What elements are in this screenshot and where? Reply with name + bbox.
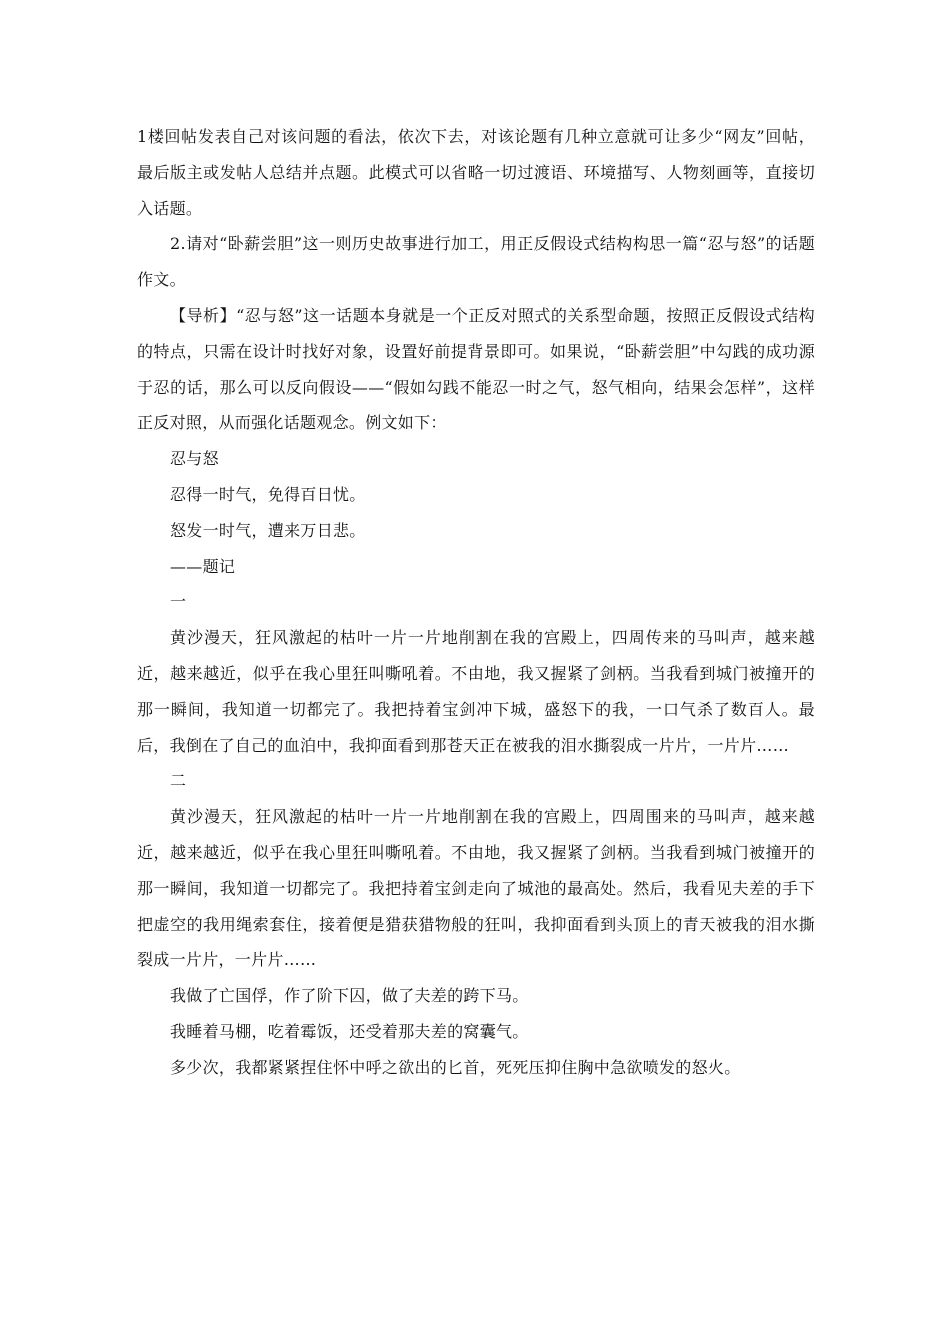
section-2-body: 黄沙漫天，狂风激起的枯叶一片一片地削割在我的宫殿上，四周围来的马叫声，越来越近，越来越近，似乎在我心里狂叫嘶吼着。不由地，我又握紧了剑柄。当我看到城门被撞开的那一瞬间，我知道一切都完了。我把持着宝剑走向了城池的最高处。然后，我看见夫差的手下把虚空的我用绳索套住，接着便是猎获猎物般的狂叫，我抑面看到头顶上的青天被我的泪水撕裂成一片片，一片片…… — [137, 807, 815, 970]
section-heading-2: 二 — [170, 771, 187, 791]
section-1-body: 黄沙漫天，狂风激起的枯叶一片一片地削割在我的宫殿上，四周传来的马叫声，越来越近，越来越近，似乎在我心里狂叫嘶吼着。不由地，我又握紧了剑柄。当我看到城门被撞开的那一瞬间，我知道一切都完了。我把持着宝剑冲下城，盛怒下的我，一口气杀了数百人。最后，我倒在了自己的血泊中，我抑面看到那苍天正在被我的泪水撕裂成一片片，一片片…… — [137, 628, 815, 755]
document-page — [137, 119, 815, 1086]
epigraph-line-2: 怒发一时气，遭来万日悲。 — [170, 520, 366, 540]
paragraph-analysis: 【导析】“忍与怒”这一话题本身就是一个正反对照式的关系型命题，按照正反假设式结构的特点，只需在设计时找好对象，设置好前提背景即可。如果说，“卧薪尝胆”中勾践的成功源于忍的话，那么可以反向假设——“假如勾践不能忍一时之气，怒气相向，结果会怎样”，这样正反对照，从而强化话题观念。例文如下： — [137, 305, 815, 433]
section-2-line-1: 我做了亡国俘，作了阶下囚，做了夫差的跨下马。 — [170, 986, 529, 1006]
essay-title: 忍与怒 — [170, 449, 219, 469]
section-2-line-3: 多少次，我都紧紧捏住怀中呼之欲出的匕首，死死压抑住胸中急欲喷发的怒火。 — [170, 1057, 741, 1077]
epigraph-line-1: 忍得一时气，免得百日忧。 — [170, 484, 366, 504]
paragraph-question-2: 2.请对“卧薪尝胆”这一则历史故事进行加工，用正反假设式结构构思一篇“忍与怒”的话题作文。 — [137, 234, 815, 290]
paragraph-forum-mode: 1楼回帖发表自己对该问题的看法，依次下去，对该论题有几种立意就可让多少“网友”回帖，最后版主或发帖人总结并点题。此模式可以省略一切过渡语、环境描写、人物刻画等，直接切入话题。 — [137, 127, 815, 218]
epigraph-attribution: ——题记 — [170, 556, 236, 576]
section-2-line-2: 我睡着马棚，吃着霉饭，还受着那夫差的窝囊气。 — [170, 1021, 529, 1041]
section-heading-1: 一 — [170, 592, 187, 612]
